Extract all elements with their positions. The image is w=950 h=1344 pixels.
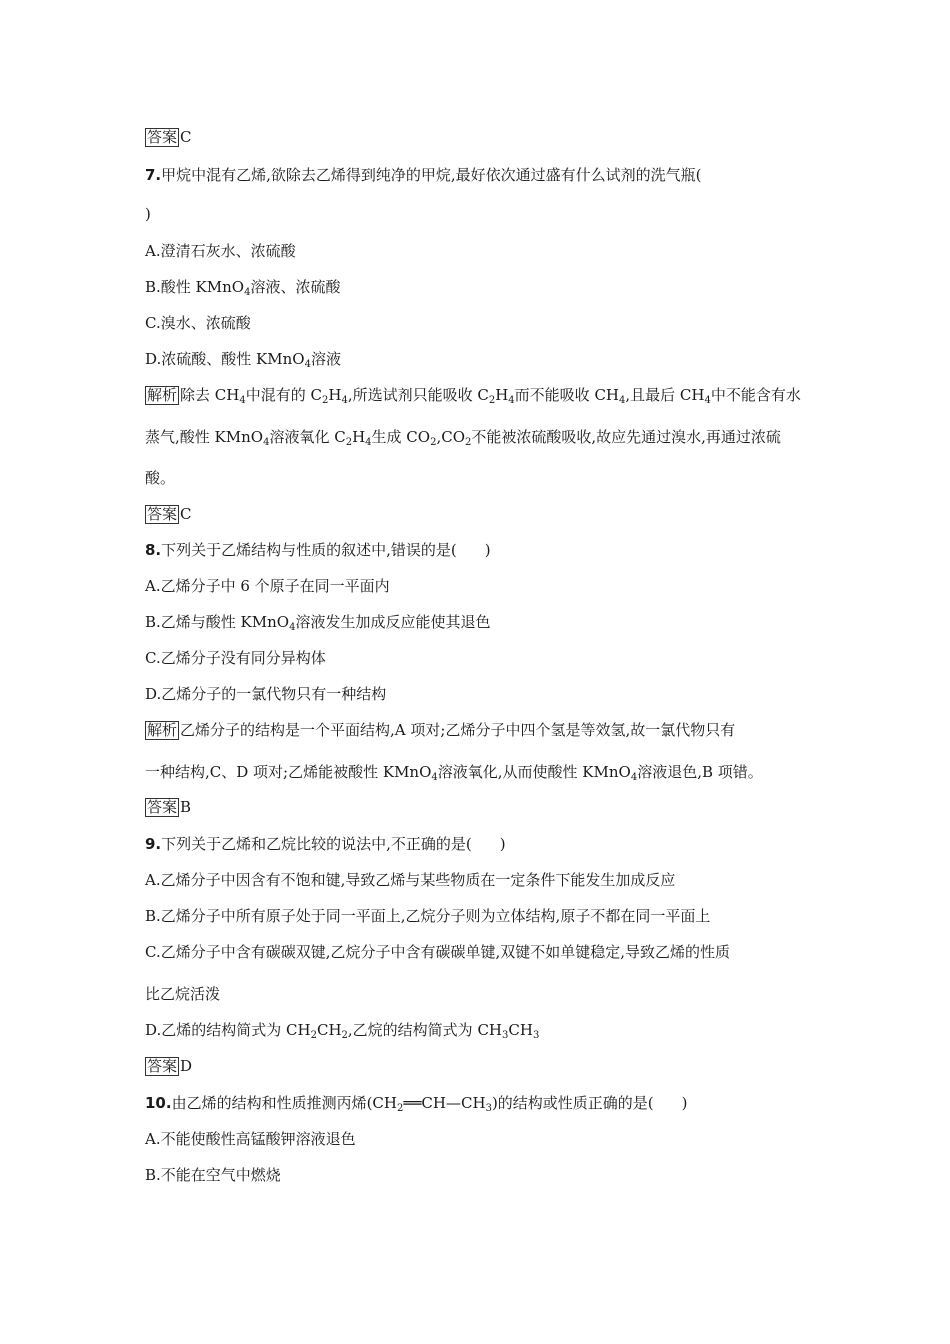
analysis-line-1: 解析 乙烯分子的结构是一个平面结构,A 项对;乙烯分子中四个氢是等效氢,故一氯代物只有 [147,721,736,739]
option-a: A.乙烯分子中因含有不饱和键,导致乙烯与某些物质在一定条件下能发生加成反应 [145,871,676,889]
option-a: A.澄清石灰水、浓硫酸 [145,242,296,260]
question-7-stem: 7.甲烷中混有乙烯,欲除去乙烯得到纯净的甲烷,最好依次通过盛有什么试剂的洗气瓶( [145,166,702,184]
analysis-line-2: 蒸气,酸性 KMnO$_4$溶液氧化 $C_2H_4$生成 $CO_2,CO_2$不能被浓硫酸吸收,故应先通过溴水,再通过浓硫 [145,428,781,448]
option-a: A.不能使酸性高锰酸钾溶液退色 [145,1130,356,1148]
analysis-line-3: 酸。 [145,469,176,487]
option-b: B.不能在空气中燃烧 [145,1166,281,1184]
answer-line-q6 [145,127,192,147]
option-c-cont: 比乙烷活泼 [145,985,221,1003]
analysis-line-1: 解析 除去 $CH_4$中混有的 $C_2H_4$,所选试剂只能吸收 $C_2H_4$而不能吸收 $CH_4$,且最后 $CH_4$中不能含有水 [147,386,801,406]
question-number: 7. [145,166,162,184]
option-c: C.乙烯分子中含有碳碳双键,乙烷分子中含有碳碳单键,双键不如单键稳定,导致乙烯的性质 [145,943,731,961]
option-b: B.乙烯分子中所有原子处于同一平面上,乙烷分子则为立体结构,原子不都在同一平面上 [145,907,711,925]
analysis-line-2: 一种结构,C、D 项对;乙烯能被酸性 KMnO$_4$溶液氧化,从而使酸性 KMnO$_4$溶液退色,B 项错。 [145,763,763,783]
question-number: 8. [145,541,162,559]
answer-line-q7 [145,504,192,524]
option-b: B.酸性 KMnO$_4$溶液、浓硫酸 [145,278,341,298]
analysis-tag: 解析 [147,386,178,404]
option-c: C.溴水、浓硫酸 [145,314,251,332]
question-number: 10. [145,1094,172,1112]
answer-tag: 答案 [147,1057,178,1075]
answer-value: D [180,1057,193,1075]
answer-line-q8 [145,797,191,817]
option-a: A.乙烯分子中 6 个原子在同一平面内 [145,577,390,595]
question-9-stem: 9.下列关于乙烯和乙烷比较的说法中,不正确的是( ) [145,835,506,853]
answer-value: B [180,798,192,816]
option-d: D.乙烯的结构简式为 $CH_2CH_2$,乙烷的结构简式为 $CH_3CH_3$ [145,1021,540,1041]
option-b: B.乙烯与酸性 KMnO$_4$溶液发生加成反应能使其退色 [145,613,491,633]
answer-value: C [180,505,192,523]
option-c: C.乙烯分子没有同分异构体 [145,649,326,667]
question-10-stem: 10.由乙烯的结构和性质推测丙烯$(CH_2══CH—CH_3)$的结构或性质正确的是( ) [145,1094,688,1114]
answer-line-q9 [145,1056,192,1076]
answer-tag: 答案 [147,505,178,523]
option-d: D.浓硫酸、酸性 KMnO$_4$溶液 [145,350,341,370]
question-number: 9. [145,835,162,853]
analysis-tag: 解析 [147,721,178,739]
option-d: D.乙烯分子的一氯代物只有一种结构 [145,685,387,703]
question-8-stem: 8.下列关于乙烯结构与性质的叙述中,错误的是( ) [145,541,491,559]
answer-tag: 答案 [147,128,178,146]
answer-value: C [180,128,192,146]
question-7-stem-cont: ) [145,205,151,223]
answer-tag: 答案 [147,798,178,816]
